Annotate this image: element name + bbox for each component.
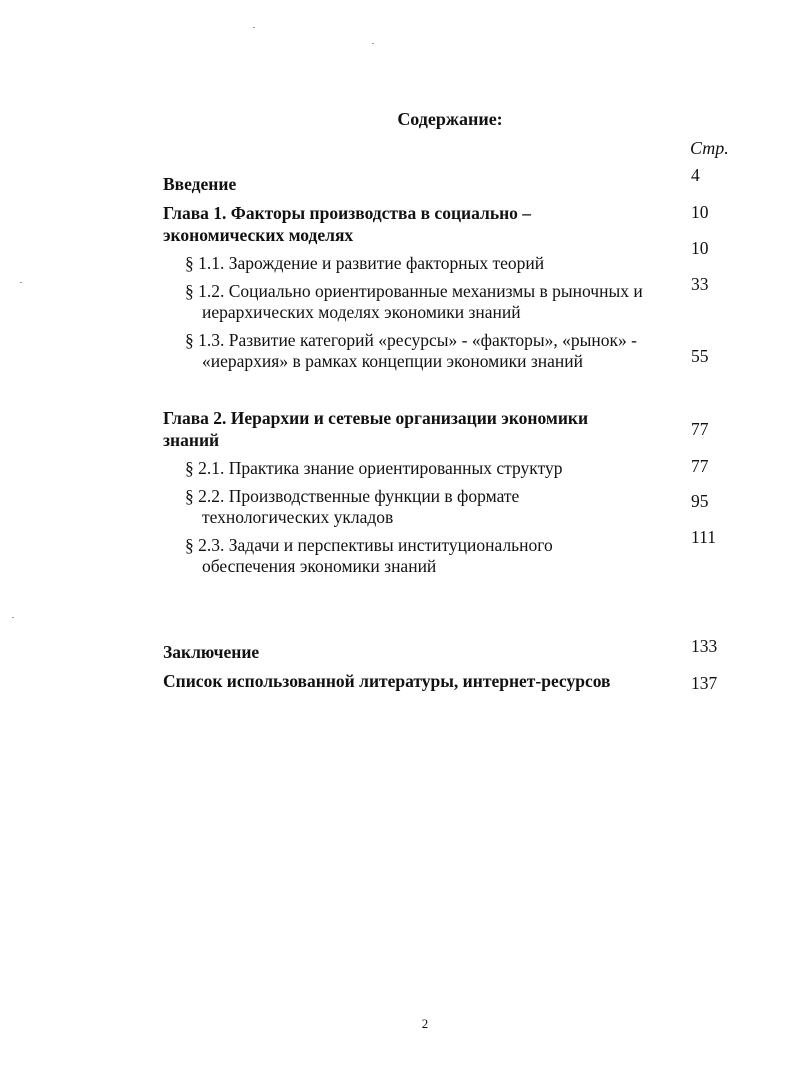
toc-section-1-3-line2: «иерархия» в рамках концепции экономики знаний xyxy=(202,351,583,371)
toc-chapter1-title-line2: экономических моделях xyxy=(163,225,354,245)
toc-intro-page: 4 xyxy=(691,165,700,185)
toc-section-2-2-line2: технологических укладов xyxy=(202,507,394,527)
toc-section-2-1-page: 77 xyxy=(691,456,709,476)
toc-references-label: Список использованной литературы, интернет-ресурсов xyxy=(163,671,611,691)
scan-speck xyxy=(372,43,374,44)
toc-chapter2-title-line2: знаний xyxy=(163,430,220,450)
scan-speck xyxy=(20,282,22,283)
toc-section-1-2-line2: иерархических моделях экономики знаний xyxy=(202,302,521,322)
toc-references-page: 137 xyxy=(691,673,718,693)
toc-section-2-2-line1: § 2.2. Производственные функции в формате xyxy=(185,486,520,506)
toc-section-1-3-line1: § 1.3. Развитие категорий «ресурсы» - «факторы», «рынок» - xyxy=(185,330,637,350)
page-column-label: Стр. xyxy=(690,138,729,158)
toc-intro-label: Введение xyxy=(163,174,237,194)
toc-section-1-1: § 1.1. Зарождение и развитие факторных теорий xyxy=(185,253,545,273)
toc-chapter2-title-line1: Глава 2. Иерархии и сетевые организации экономики xyxy=(163,408,589,428)
toc-section-2-1: § 2.1. Практика знание ориентированных структур xyxy=(185,458,563,478)
toc-title: Содержание: xyxy=(397,109,503,129)
toc-section-1-2-page: 33 xyxy=(691,274,709,294)
toc-conclusion-label: Заключение xyxy=(163,642,260,662)
scan-speck xyxy=(253,27,255,28)
toc-chapter1-page: 10 xyxy=(691,202,709,222)
toc-section-2-3-line2: обеспечения экономики знаний xyxy=(202,556,437,576)
toc-chapter2-page: 77 xyxy=(691,419,709,439)
toc-conclusion-page: 133 xyxy=(691,636,718,656)
toc-section-2-3-line1: § 2.3. Задачи и перспективы институционального xyxy=(185,535,553,555)
toc-section-1-1-page: 10 xyxy=(691,238,709,258)
toc-section-2-3-page: 111 xyxy=(691,527,716,547)
toc-chapter1-title-line1: Глава 1. Факторы производства в социально – xyxy=(163,203,532,223)
scan-speck xyxy=(12,617,14,618)
toc-section-1-3-page: 55 xyxy=(691,346,709,366)
toc-section-1-2-line1: § 1.2. Социально ориентированные механизмы в рыночных и xyxy=(185,281,643,301)
toc-section-2-2-page: 95 xyxy=(691,491,709,511)
footer-page-number: 2 xyxy=(421,1016,429,1031)
